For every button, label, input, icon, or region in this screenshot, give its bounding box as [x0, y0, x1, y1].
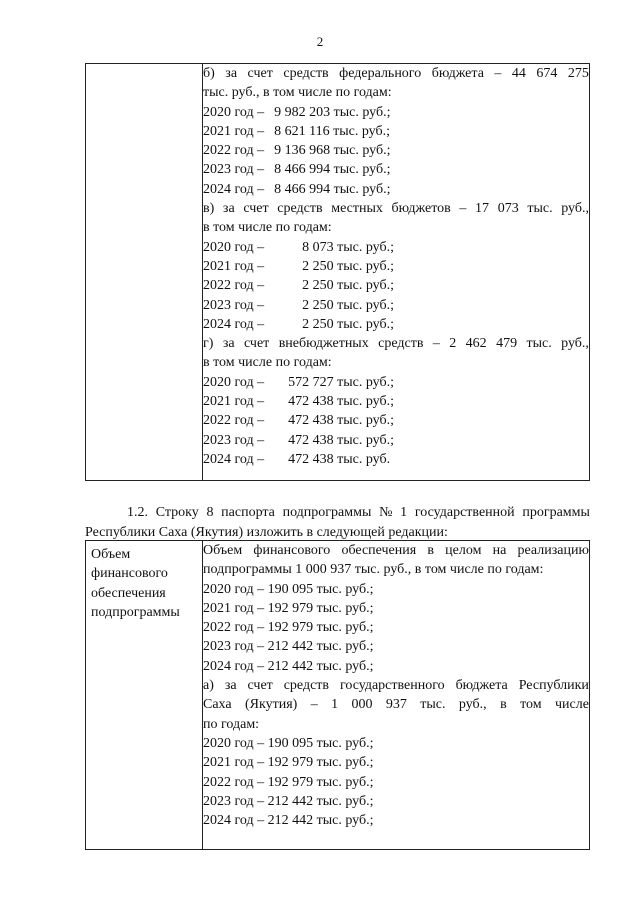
text-line: в том числе по годам:	[203, 355, 332, 371]
year-amount-line	[203, 411, 589, 430]
text-line: г) за счет внебюджетных средств – 2 462 479 тыс. руб.,	[203, 336, 589, 352]
year-label: 2020 год –	[203, 104, 265, 120]
year-amount-line	[203, 315, 589, 334]
text-line: подпрограммы 1 000 937 тыс. руб., в том числе по годам:	[203, 562, 544, 578]
amount-value: 8 466 994 тыс. руб.;	[274, 162, 391, 178]
table-row	[86, 64, 590, 481]
year-label: 2024 год –	[203, 316, 265, 332]
year-amount-line	[203, 160, 589, 179]
text-line: 2020 год – 190 095 тыс. руб.;	[203, 735, 374, 751]
amount-value: 9 136 968 тыс. руб.;	[274, 143, 391, 159]
year-label: 2022 год –	[203, 143, 265, 159]
table-right-cell	[203, 64, 590, 481]
text-line: 2023 год – 212 442 тыс. руб.;	[203, 639, 374, 655]
amount-value: 2 250 тыс. руб.;	[302, 278, 395, 294]
year-amount-line	[203, 296, 589, 315]
year-label: 2024 год –	[203, 181, 265, 197]
page-number: 2	[316, 34, 324, 49]
text-line: 2024 год – 212 442 тыс. руб.;	[203, 658, 374, 674]
text-line: в том числе по годам:	[203, 220, 332, 236]
amendment-paragraph	[85, 503, 590, 542]
text-line: 2024 год – 212 442 тыс. руб.;	[203, 813, 374, 829]
year-amount-line	[203, 373, 589, 392]
year-amount-line	[203, 122, 589, 141]
amount-value: 472 438 тыс. руб.;	[288, 394, 395, 410]
year-label: 2024 год –	[203, 451, 265, 467]
paragraph-line-1: 1.2. Строку 8 паспорта подпрограммы № 1 государственной программы	[127, 505, 590, 520]
amount-value: 8 073 тыс. руб.;	[302, 239, 395, 255]
funding-table-continued	[85, 63, 590, 481]
heading-line: финансового	[91, 566, 168, 582]
amount-value: 2 250 тыс. руб.;	[302, 316, 395, 332]
subprogram-funding-table	[85, 540, 590, 850]
amount-value: 9 982 203 тыс. руб.;	[274, 104, 391, 120]
funding-text-block	[203, 541, 589, 830]
table-right-cell	[203, 541, 590, 850]
text-line: Саха (Якутия) – 1 000 937 тыс. руб., в том числе	[203, 697, 589, 713]
amount-value: 572 727 тыс. руб.;	[288, 374, 395, 390]
amount-value: 2 250 тыс. руб.;	[302, 258, 395, 274]
year-amount-line	[203, 103, 589, 122]
year-label: 2021 год –	[203, 258, 265, 274]
amount-value: 472 438 тыс. руб.;	[288, 432, 395, 448]
year-label: 2023 год –	[203, 162, 265, 178]
text-line: по годам:	[203, 716, 260, 732]
year-amount-line	[203, 276, 589, 295]
text-line: 2022 год – 192 979 тыс. руб.;	[203, 774, 374, 790]
year-label: 2023 год –	[203, 432, 265, 448]
text-line: 2021 год – 192 979 тыс. руб.;	[203, 755, 374, 771]
year-amount-line	[203, 257, 589, 276]
year-amount-line	[203, 431, 589, 450]
table-left-cell	[86, 64, 203, 481]
paragraph-line-2: Республики Саха (Якутия) изложить в следующей редакции:	[85, 524, 448, 540]
amount-value: 472 438 тыс. руб.;	[288, 413, 395, 429]
text-line: б) за счет средств федерального бюджета – 44 674 275	[203, 66, 589, 81]
text-line: Объем финансового обеспечения в целом на реализацию	[203, 543, 589, 558]
amount-value: 472 438 тыс. руб.	[288, 451, 391, 467]
year-amount-line	[203, 238, 589, 257]
year-label: 2022 год –	[203, 413, 265, 429]
text-line: тыс. руб., в том числе по годам:	[203, 85, 392, 101]
heading-line: обеспечения	[91, 585, 166, 601]
heading-line: подпрограммы	[91, 605, 180, 621]
year-label: 2020 год –	[203, 239, 265, 255]
row-heading	[86, 541, 202, 623]
text-line: 2022 год – 192 979 тыс. руб.;	[203, 620, 374, 636]
text-line: а) за счет средств государственного бюджета Республики	[203, 678, 589, 694]
text-line: 2020 год – 190 095 тыс. руб.;	[203, 581, 374, 597]
table-left-cell	[86, 541, 203, 850]
text-line: 2023 год – 212 442 тыс. руб.;	[203, 793, 374, 809]
year-amount-line	[203, 450, 589, 469]
year-amount-line	[203, 141, 589, 160]
year-label: 2022 год –	[203, 278, 265, 294]
year-amount-line	[203, 180, 589, 199]
year-amount-line	[203, 392, 589, 411]
year-label: 2020 год –	[203, 374, 265, 390]
table-row	[86, 541, 590, 850]
text-line: 2021 год – 192 979 тыс. руб.;	[203, 600, 374, 616]
funding-text-block	[203, 64, 589, 469]
year-label: 2023 год –	[203, 297, 265, 313]
amount-value: 8 621 116 тыс. руб.;	[274, 123, 390, 139]
year-label: 2021 год –	[203, 123, 265, 139]
year-label: 2021 год –	[203, 394, 265, 410]
text-line: в) за счет средств местных бюджетов – 17 073 тыс. руб.,	[203, 201, 589, 217]
heading-line: Объем	[91, 547, 131, 562]
amount-value: 2 250 тыс. руб.;	[302, 297, 395, 313]
amount-value: 8 466 994 тыс. руб.;	[274, 181, 391, 197]
